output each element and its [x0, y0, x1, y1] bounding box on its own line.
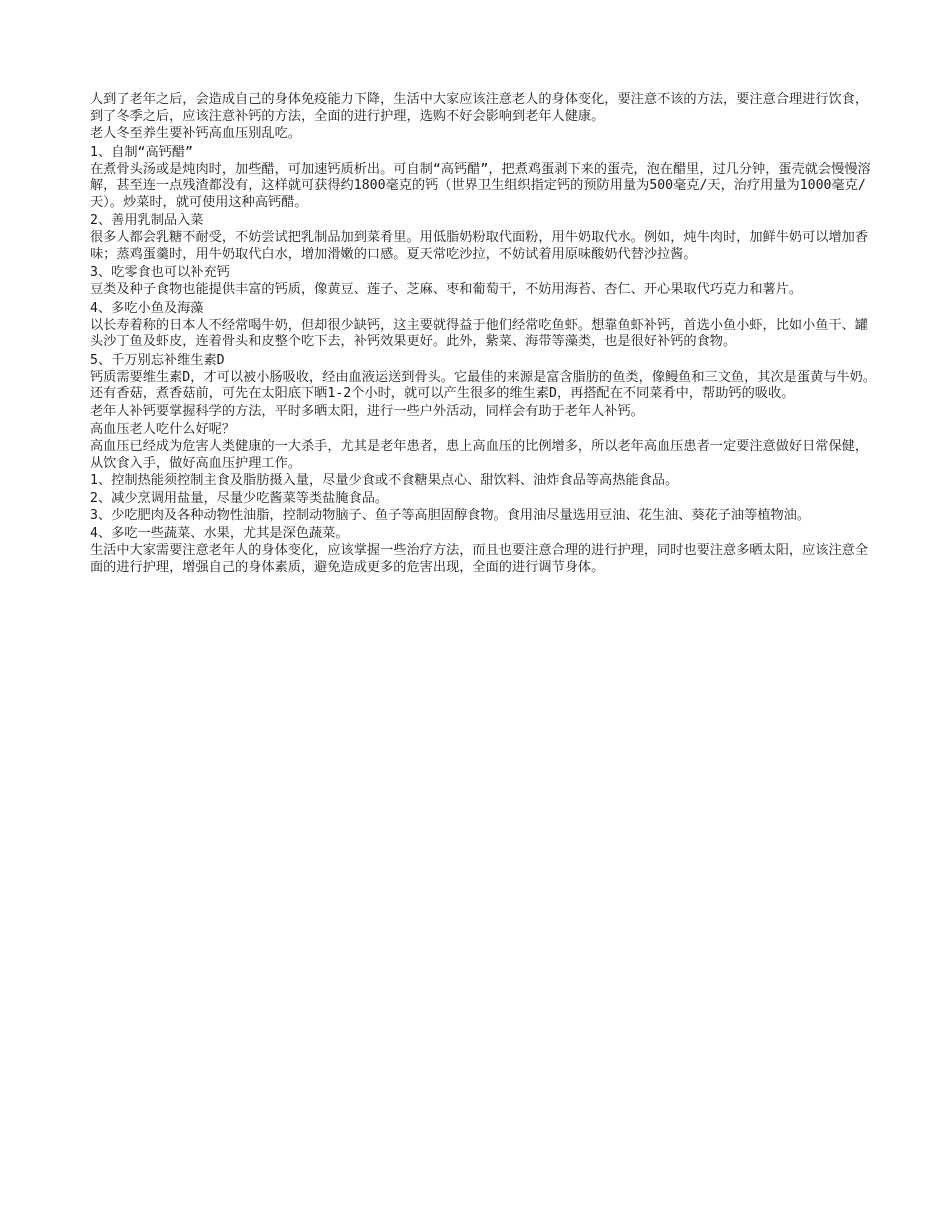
intro-paragraph: 人到了老年之后，会造成自己的身体免疫能力下降，生活中大家应该注意老人的身体变化，要注意不该的方法，要注意合理进行饮食，到了冬季之后，应该注意补钙的方法，全面的进行护理，选购不好会影响到老年人健康。 [90, 92, 869, 124]
hypertension-item-3: 3、少吃肥肉及各种动物性油脂，控制动物脑子、鱼子等高胆固醇食物。食用油尽量选用豆油、花生油、葵花子油等植物油。 [90, 508, 811, 523]
hypertension-item-1: 1、控制热能须控制主食及脂肪摄入量，尽量少食或不食糖果点心、甜饮料、油炸食品等高热能食品。 [90, 473, 679, 488]
document-body [90, 92, 880, 577]
hypertension-item-2: 2、减少烹调用盐量，尽量少吃酱菜等类盐腌食品。 [90, 490, 389, 506]
hypertension-item-4: 4、多吃一些蔬菜、水果，尤其是深色蔬菜。 [90, 525, 349, 541]
section-4-paragraph: 以长寿着称的日本人不经常喝牛奶，但却很少缺钙，这主要就得益于他们经常吃鱼虾。想靠鱼虾补钙，首选小鱼小虾，比如小鱼干、罐头沙丁鱼及虾皮，连着骨头和皮整个吃下去，补钙效果更好。此外，紫菜、海带等藻类，也是很好补钙的食物。 [90, 317, 869, 349]
section-heading-3: 3、吃零食也可以补充钙 [90, 265, 230, 280]
section-heading-5: 5、千万别忘补维生素D [90, 352, 225, 368]
section-1-paragraph: 在煮骨头汤或是炖肉时，加些醋，可加速钙质析出。可自制“高钙醋”，把煮鸡蛋剥下来的蛋壳，泡在醋里，过几分钟，蛋壳就会慢慢溶解，甚至连一点残渣都没有，这样就可获得约1800毫克的钙（世界卫生组织指定钙的预防用量为500毫克/天，治疗用量为1000毫克/天）。炒菜时，就可使用这种高钙醋。 [90, 161, 871, 210]
calcium-summary-paragraph: 老年人补钙要掌握科学的方法，平时多晒太阳，进行一些户外活动，同样会有助于老年人补钙。 [90, 403, 644, 419]
section-5-paragraph: 钙质需要维生素D，才可以被小肠吸收，经由血液运送到骨头。它最佳的来源是富含脂肪的鱼类，像鳗鱼和三文鱼，其次是蛋黄与牛奶。还有香菇，煮香菇前，可先在太阳底下晒1-2个小时，就可以产生很多的维生素D，再搭配在不同菜肴中，帮助钙的吸收。 [90, 369, 876, 401]
hypertension-intro-paragraph: 高血压已经成为危害人类健康的一大杀手，尤其是老年患者，患上高血压的比例增多，所以老年高血压患者一定要注意做好日常保健，从饮食入手，做好高血压护理工作。 [90, 439, 869, 471]
section-2-paragraph: 很多人都会乳糖不耐受，不妨尝试把乳制品加到菜肴里。用低脂奶粉取代面粉，用牛奶取代水。例如，炖牛肉时，加鲜牛奶可以增加香味；蒸鸡蛋羹时，用牛奶取代白水，增加滑嫩的口感。夏天常吃沙拉，不妨试着用原味酸奶代替沙拉酱。 [90, 230, 869, 262]
article-title: 老人冬至养生要补钙高血压别乱吃。 [90, 126, 301, 141]
section-heading-1: 1、自制“高钙醋” [90, 144, 193, 160]
section-heading-4: 4、多吃小鱼及海藻 [90, 300, 204, 316]
section-heading-2: 2、善用乳制品入菜 [90, 213, 204, 228]
section-3-paragraph: 豆类及种子食物也能提供丰富的钙质，像黄豆、莲子、芝麻、枣和葡萄干，不妨用海苔、杏仁、开心果取代巧克力和薯片。 [90, 282, 803, 297]
conclusion-paragraph: 生活中大家需要注意老年人的身体变化，应该掌握一些治疗方法，而且也要注意合理的进行护理，同时也要注意多晒太阳，应该注意全面的进行护理，增强自己的身体素质，避免造成更多的危害出现，全面的进行调节身体。 [90, 543, 869, 575]
hypertension-heading: 高血压老人吃什么好呢？ [90, 422, 236, 437]
